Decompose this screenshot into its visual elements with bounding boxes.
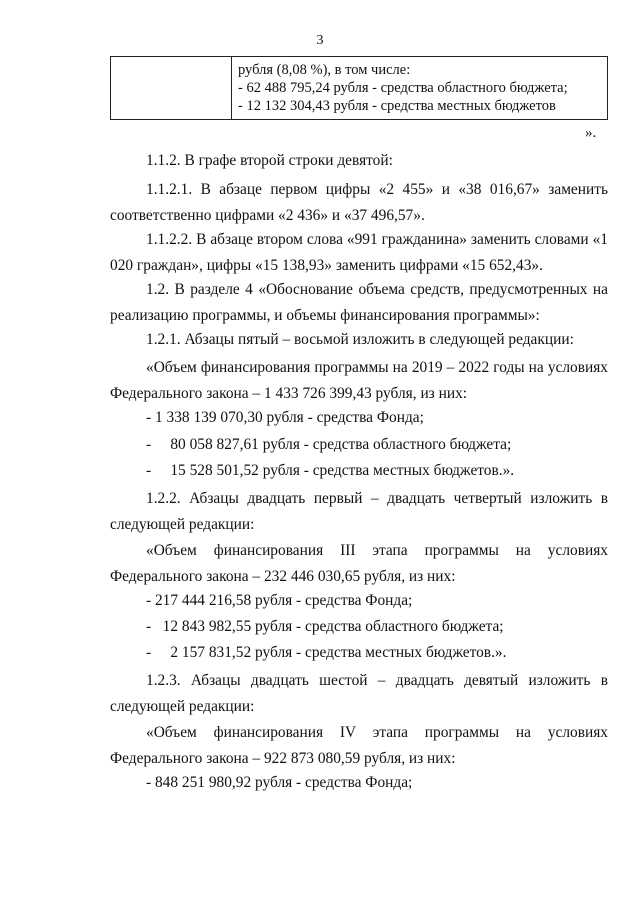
table-cell-empty xyxy=(111,57,232,120)
paragraph: «Объем финансирования III этапа программы на условиях Федерального закона – 232 446 030,65 рубля, из них: xyxy=(110,542,608,585)
list-item: - 1 338 139 070,30 рубля - средства Фонда; xyxy=(146,409,424,426)
paragraph: 1.1.2.2. В абзаце втором слова «991 гражданина» заменить словами «1 020 граждан», цифры «15 138,93» заменить цифрами «15 652,43». xyxy=(110,231,608,274)
closing-quote: ». xyxy=(585,125,597,141)
list-item: - 217 444 216,58 рубля - средства Фонда; xyxy=(146,592,413,609)
paragraph: «Объем финансирования программы на 2019 – 2022 годы на условиях Федерального закона – 1 433 726 399,43 рубля, из них: xyxy=(110,359,608,402)
list-item: - 15 528 501,52 рубля - средства местных бюджетов.». xyxy=(146,462,515,479)
list-item: - 80 058 827,61 рубля - средства областного бюджета; xyxy=(146,436,512,453)
paragraph: 1.2.1. Абзацы пятый – восьмой изложить в следующей редакции: xyxy=(146,331,574,348)
paragraph: 1.2.2. Абзацы двадцать первый – двадцать четвертый изложить в следующей редакции: xyxy=(110,490,608,533)
list-item: - 2 157 831,52 рубля - средства местных бюджетов.». xyxy=(146,644,507,661)
table-cell-financing xyxy=(232,57,608,120)
paragraph: 1.1.2. В графе второй строки девятой: xyxy=(146,152,393,169)
table-row xyxy=(111,57,608,120)
list-item: - 12 843 982,55 рубля - средства областного бюджета; xyxy=(146,618,504,635)
paragraph: 1.1.2.1. В абзаце первом цифры «2 455» и «38 016,67» заменить соответственно цифрами «2 436» и «37 496,57». xyxy=(110,181,608,224)
paragraph: «Объем финансирования IV этапа программы на условиях Федерального закона – 922 873 080,59 рубля, из них: xyxy=(110,724,608,767)
financing-table xyxy=(110,56,608,120)
table-line: рубля (8,08 %), в том числе: xyxy=(238,62,411,78)
paragraph: 1.2. В разделе 4 «Обоснование объема средств, предусмотренных на реализацию программы, и объемы финансирования программы»: xyxy=(110,281,608,324)
paragraph: 1.2.3. Абзацы двадцать шестой – двадцать девятый изложить в следующей редакции: xyxy=(110,672,608,715)
list-item: - 848 251 980,92 рубля - средства Фонда; xyxy=(146,774,413,791)
table-line: - 12 132 304,43 рубля - средства местных бюджетов xyxy=(238,98,556,114)
table-line: - 62 488 795,24 рубля - средства областного бюджета; xyxy=(238,80,568,96)
page-number: 3 xyxy=(316,33,324,48)
